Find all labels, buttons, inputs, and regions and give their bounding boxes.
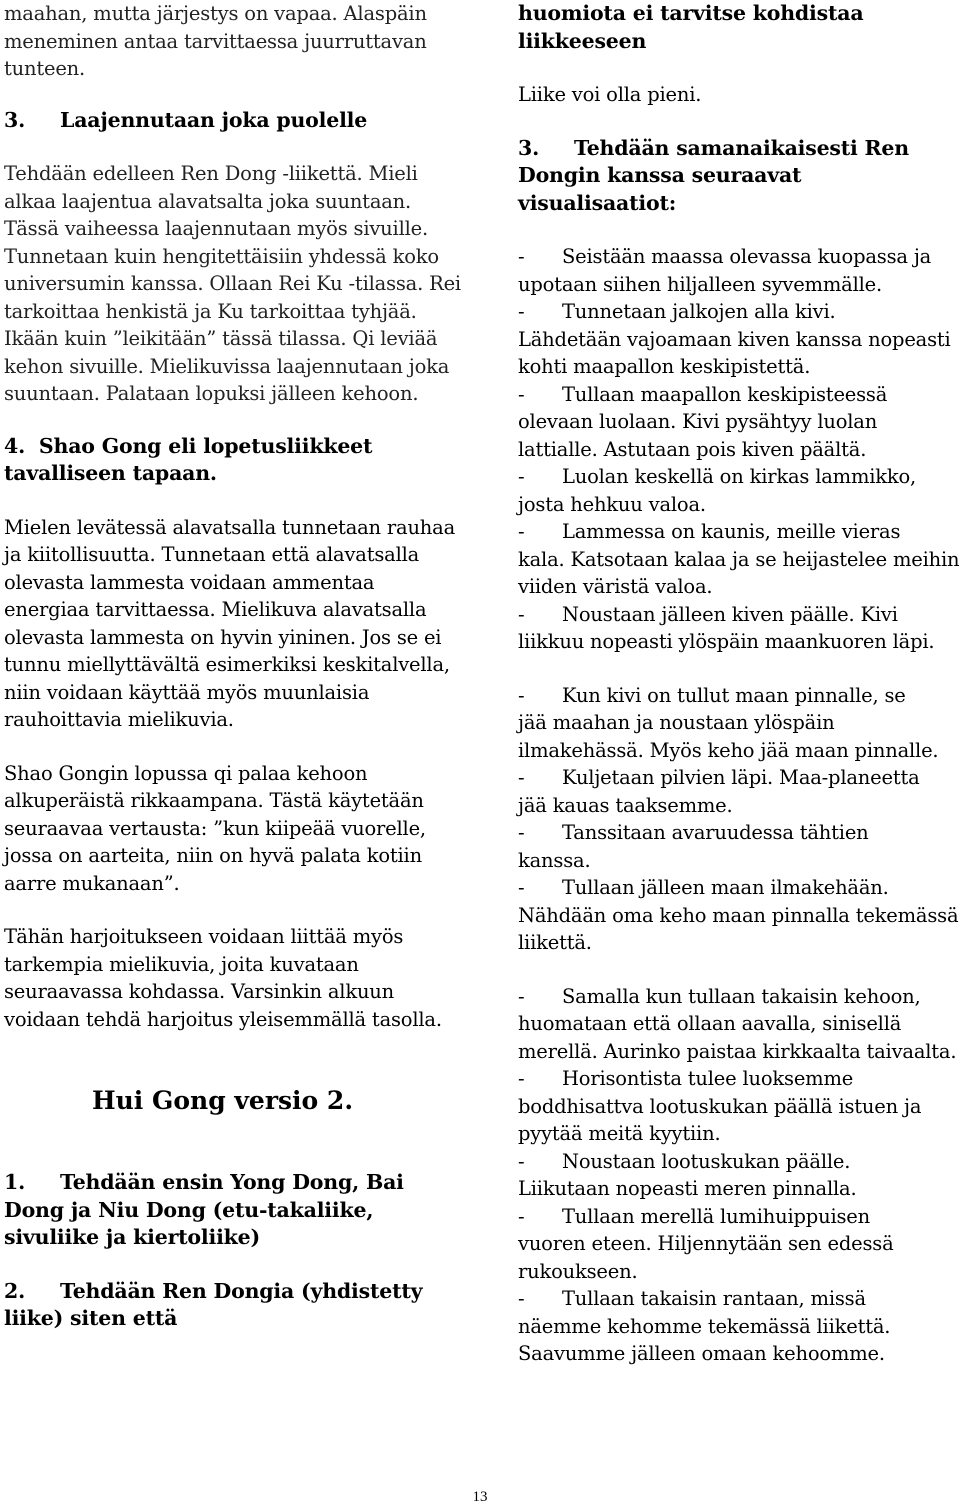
step-heading — [4, 1278, 464, 1333]
list-item — [518, 298, 960, 381]
list-item-text: Luolan keskellä on kirkas lammikko, — [562, 465, 917, 488]
step-continuation: huomiota ei tarvitse kohdistaa liikkeeseen — [518, 1, 864, 53]
list-item — [518, 463, 960, 518]
list-item-first-line — [518, 819, 960, 847]
list-dash: - — [518, 245, 525, 268]
section-heading — [4, 433, 464, 488]
list-item-continuation: kala. Katsotaan kalaa ja se heijastelee meihin viiden väristä valoa. — [518, 547, 960, 598]
visualization-list — [518, 243, 960, 656]
paragraph: maahan, mutta järjestys on vapaa. Alaspäin meneminen antaa tarvittaessa juurruttavan tunteen. — [4, 2, 427, 80]
step-number: 1. — [4, 1170, 26, 1194]
list-dash: - — [518, 602, 525, 626]
paragraph: Mielen levätessä alavatsalla tunnetaan rauhaa ja kiitollisuutta. Tunnetaan että alavatsalla olevasta lammesta voidaan ammentaa energiaa tarvittaessa. Mielikuva alavatsalla olevasta lammesta on hyvin yininen. Jos se ei tunnu miellyttävältä esimerkiksi keskitalvella, niin voidaan käyttää myös muunlaisia rauhoittavia mielikuvia. — [4, 515, 456, 731]
list-dash: - — [518, 520, 525, 543]
section-number: 3. — [4, 107, 26, 132]
list-item — [518, 601, 960, 656]
list-item-continuation: boddhisattva lootuskukan päällä istuen ja pyytää meitä kyytiin. — [518, 1094, 922, 1145]
list-item — [518, 874, 960, 957]
list-item-first-line — [518, 518, 960, 546]
list-item — [518, 764, 960, 819]
list-item-text: Horisontista tulee luoksemme — [562, 1067, 854, 1090]
list-item-first-line — [518, 764, 960, 792]
list-item-continuation: upotaan siihen hiljalleen syvemmälle. — [518, 272, 882, 296]
step-number: 2. — [4, 1278, 26, 1303]
list-item-text: Seistään maassa olevassa kuopassa ja — [562, 245, 932, 268]
section-title: Laajennutaan joka puolelle — [60, 107, 368, 132]
document-subtitle: Hui Gong versio 2. — [92, 1086, 354, 1115]
list-item — [518, 1203, 960, 1286]
list-item-first-line — [518, 463, 960, 491]
section-heading — [4, 107, 464, 135]
list-dash: - — [518, 766, 525, 789]
list-item-continuation: Liikutaan nopeasti meren pinnalla. — [518, 1177, 857, 1200]
list-dash: - — [518, 821, 525, 844]
list-item-text: Kuljetaan pilvien läpi. Maa-planeetta — [562, 766, 920, 789]
section-number: 4. — [4, 433, 26, 458]
visualization-list — [518, 983, 960, 1368]
list-dash: - — [518, 1287, 525, 1310]
list-item — [518, 1148, 960, 1203]
list-dash: - — [518, 300, 525, 323]
list-item-text: Noustaan lootuskukan päälle. — [562, 1149, 851, 1173]
list-item-continuation: näemme kehomme tekemässä liikettä. Saavumme jälleen omaan kehoomme. — [518, 1314, 891, 1365]
list-item — [518, 682, 960, 765]
paragraph: Tähän harjoitukseen voidaan liittää myös tarkempia mielikuvia, joita kuvataan seuraavassa kohdassa. Varsinkin alkuun voidaan tehdä harjoitus yleisemmällä tasolla. — [4, 925, 442, 1031]
list-item-text: Tullaan jälleen maan ilmakehään. — [562, 876, 889, 899]
list-item-text: Kun kivi on tullut maan pinnalle, se — [562, 683, 906, 707]
list-item-continuation: Nähdään oma keho maan pinnalla tekemässä liikettä. — [518, 903, 959, 954]
list-item — [518, 983, 960, 1066]
list-item-continuation: liikkuu nopeasti ylöspäin maankuoren läpi. — [518, 630, 935, 653]
section-title: Shao Gong eli lopetusliikkeet tavalliseen tapaan. — [4, 433, 373, 485]
paragraph: Liike voi olla pieni. — [518, 83, 702, 106]
list-item-text: Tunnetaan jalkojen alla kivi. — [562, 300, 836, 323]
list-item-continuation: kanssa. — [518, 848, 591, 872]
list-item-first-line — [518, 1065, 960, 1093]
list-item-first-line — [518, 983, 960, 1011]
list-item-text: Noustaan jälleen kiven päälle. Kivi — [562, 602, 898, 626]
list-item-first-line — [518, 298, 960, 326]
step-heading — [518, 135, 960, 218]
list-dash: - — [518, 876, 525, 899]
list-item-continuation: jää kauas taaksemme. — [518, 793, 733, 817]
list-item-text: Tullaan merellä lumihuippuisen — [562, 1204, 870, 1228]
list-item — [518, 243, 960, 298]
list-item-first-line — [518, 1203, 960, 1231]
right-column — [518, 0, 960, 1368]
step-text: Tehdään Ren Dongia (yhdistetty liike) siten että — [4, 1278, 423, 1330]
list-item-text: Tullaan maapallon keskipisteessä — [562, 382, 888, 406]
list-item-first-line — [518, 1148, 960, 1176]
list-item-first-line — [518, 874, 960, 902]
list-item — [518, 1285, 960, 1368]
list-item — [518, 819, 960, 874]
visualization-list — [518, 682, 960, 957]
left-column — [4, 0, 464, 1333]
list-item-first-line — [518, 601, 960, 629]
list-item-first-line — [518, 243, 960, 271]
list-item-continuation: vuoren eteen. Hiljennytään sen edessä rukoukseen. — [518, 1232, 894, 1283]
list-item — [518, 1065, 960, 1148]
step-text: Tehdään samanaikaisesti Ren Dongin kanssa seuraavat visualisaatiot: — [518, 135, 909, 215]
page-number: 13 — [472, 1489, 488, 1505]
list-item — [518, 518, 960, 601]
list-item-first-line — [518, 381, 960, 409]
step-heading — [4, 1169, 464, 1252]
step-text: Tehdään ensin Yong Dong, Bai Dong ja Niu Dong (etu-takaliike, sivuliike ja kiertoliike) — [4, 1170, 404, 1249]
list-item-continuation: josta hehkuu valoa. — [518, 492, 706, 516]
list-item-continuation: olevaan luolaan. Kivi pysähtyy luolan lattialle. Astutaan pois kiven päältä. — [518, 410, 878, 461]
list-dash: - — [518, 465, 525, 488]
step-number: 3. — [518, 135, 540, 160]
list-item-continuation: huomataan että ollaan aavalla, sinisellä merellä. Aurinko paistaa kirkkaalta taivaalta. — [518, 1012, 957, 1063]
list-item-text: Samalla kun tullaan takaisin kehoon, — [562, 984, 921, 1008]
list-item-continuation: jää maahan ja noustaan ylöspäin ilmakehässä. Myös keho jää maan pinnalle. — [518, 711, 939, 762]
list-item-text: Tanssitaan avaruudessa tähtien — [562, 821, 869, 844]
list-dash: - — [518, 382, 525, 406]
list-dash: - — [518, 1067, 525, 1090]
paragraph: Tehdään edelleen Ren Dong -liikettä. Mieli alkaa laajentua alavatsalta joka suuntaan. Tässä vaiheessa laajennutaan myös sivuille. Tunnetaan kuin hengitettäisiin yhdessä koko universumin kanssa. Ollaan Rei Ku -tilassa. Rei tarkoittaa henkistä ja Ku tarkoittaa tyhjää. Ikään kuin ”leikitään” tässä tilassa. Qi leviää kehon sivuille. Mielikuvissa laajennutaan joka suuntaan. Palataan lopuksi jälleen kehoon. — [4, 162, 461, 405]
list-dash: - — [518, 1204, 525, 1228]
list-item-continuation: Lähdetään vajoamaan kiven kanssa nopeasti kohti maapallon keskipistettä. — [518, 327, 951, 378]
list-dash: - — [518, 683, 525, 707]
list-item-first-line — [518, 682, 960, 710]
list-item-first-line — [518, 1285, 960, 1313]
list-item-text: Tullaan takaisin rantaan, missä — [562, 1287, 866, 1310]
list-dash: - — [518, 984, 525, 1008]
list-item-text: Lammessa on kaunis, meille vieras — [562, 520, 901, 543]
paragraph: Shao Gongin lopussa qi palaa kehoon alkuperäistä rikkaampana. Tästä käytetään seuraavaa vertausta: ”kun kiipeää vuorelle, jossa on aarteita, niin on hyvä palata kotiin aarre mukanaan”. — [4, 761, 426, 895]
list-dash: - — [518, 1149, 525, 1173]
list-item — [518, 381, 960, 464]
